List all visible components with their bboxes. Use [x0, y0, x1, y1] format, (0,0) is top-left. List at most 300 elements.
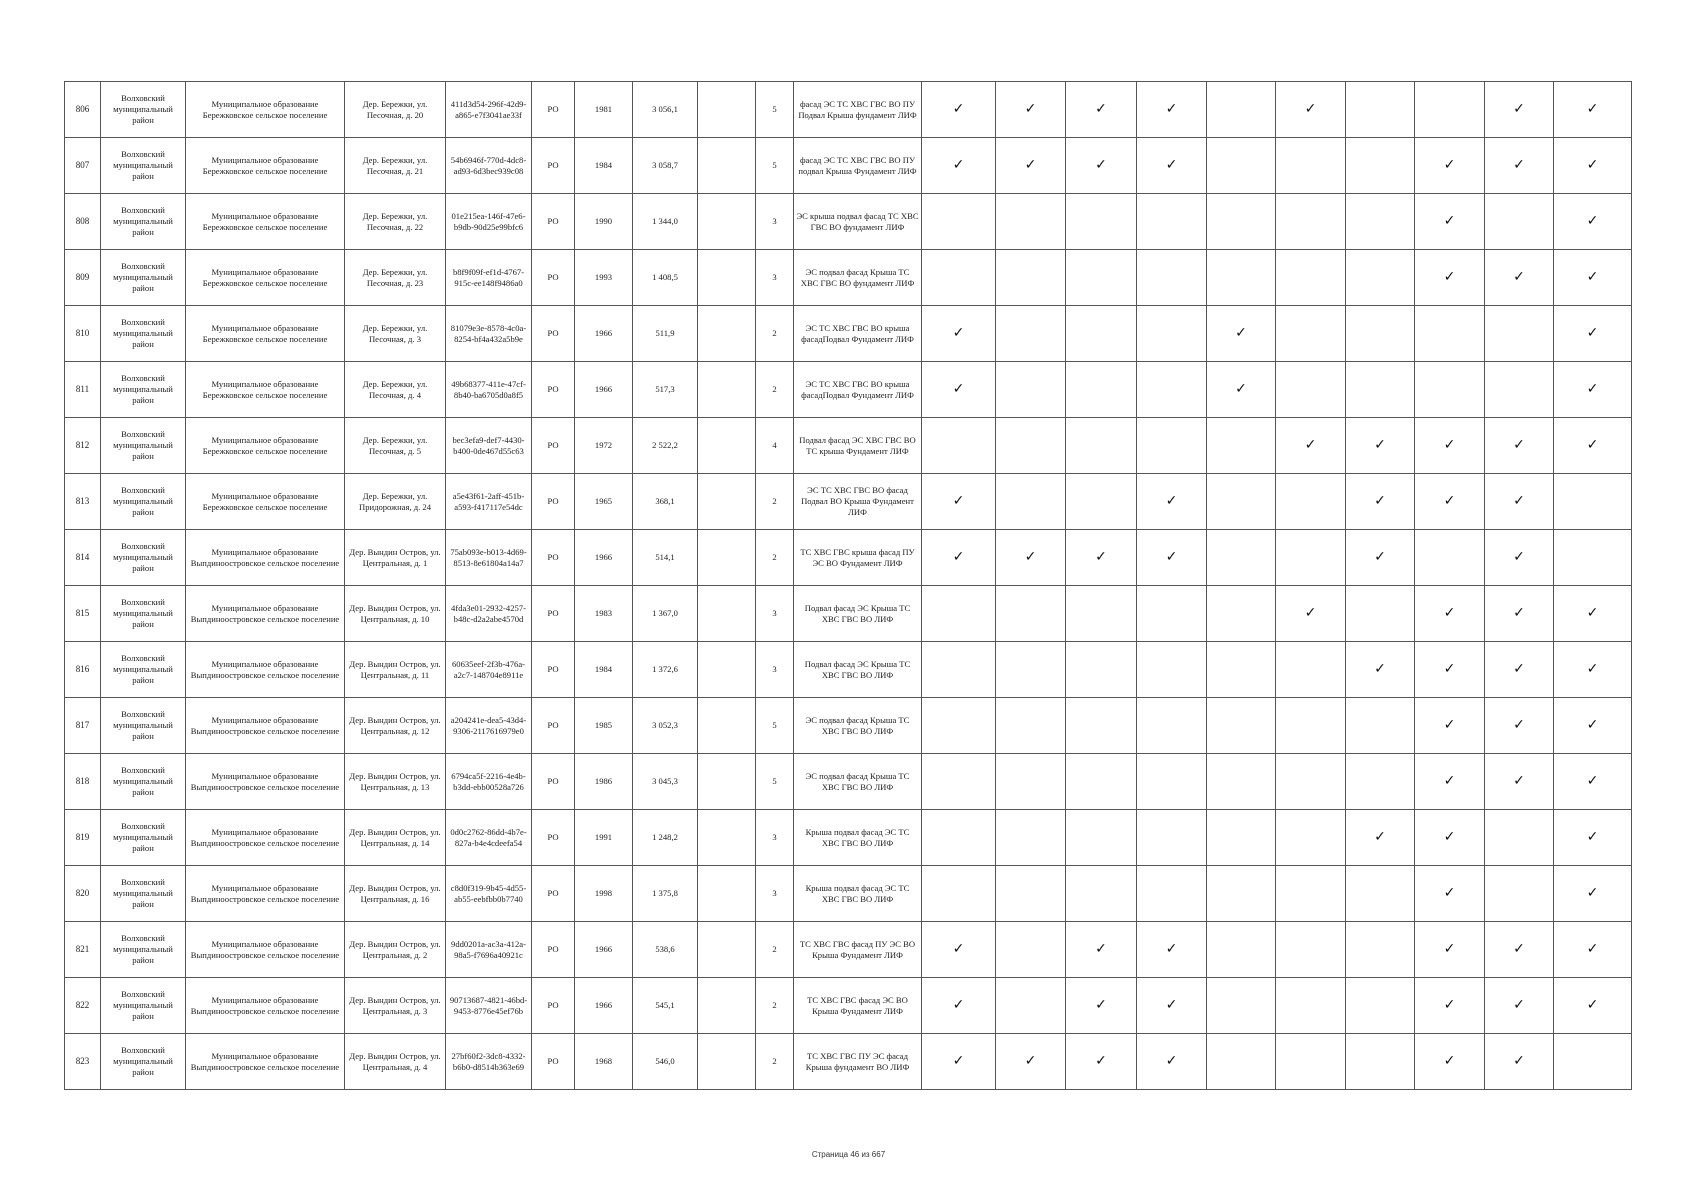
district-cell: Волховский муниципальный район: [101, 754, 186, 810]
check-mark-icon: ✓: [1095, 157, 1107, 173]
district-cell: Волховский муниципальный район: [101, 362, 186, 418]
municipality-cell: Муниципальное образование Бережковское сельское поселение: [186, 306, 345, 362]
building-guid-cell: 4fda3e01-2932-4257-b48c-d2a2abe4570d: [446, 586, 532, 642]
district-cell: Волховский муниципальный район: [101, 418, 186, 474]
work-check-cell-4: [1137, 418, 1207, 474]
work-check-cell-5: [1207, 922, 1276, 978]
address-cell: Дер. Вындин Остров, ул. Центральная, д. 3: [345, 978, 446, 1034]
table-row: [65, 810, 1632, 866]
check-mark-icon: ✓: [1095, 1053, 1107, 1069]
work-check-cell-4: [1137, 138, 1207, 194]
work-check-cell-1: [922, 82, 996, 138]
work-check-cell-9: [1485, 138, 1554, 194]
municipality-cell: Муниципальное образование Бережковское сельское поселение: [186, 418, 345, 474]
empty-cell: [698, 250, 756, 306]
empty-cell: [698, 810, 756, 866]
check-mark-icon: ✓: [1586, 213, 1599, 229]
check-mark-icon: ✓: [1304, 605, 1317, 621]
table-row: [65, 82, 1632, 138]
work-check-cell-8: [1415, 810, 1485, 866]
work-check-cell-3: [1066, 810, 1137, 866]
check-mark-icon: ✓: [1304, 101, 1317, 117]
row-number-cell: 821: [65, 922, 101, 978]
check-mark-icon: ✓: [1513, 1053, 1525, 1069]
work-check-cell-7: [1346, 978, 1415, 1034]
check-mark-icon: ✓: [1586, 381, 1599, 397]
work-check-cell-1: [922, 418, 996, 474]
work-check-cell-1: [922, 1034, 996, 1090]
work-check-cell-9: [1485, 810, 1554, 866]
work-check-cell-4: [1137, 530, 1207, 586]
address-cell: Дер. Бережки, ул. Придорожная, д. 24: [345, 474, 446, 530]
check-mark-icon: ✓: [1443, 157, 1456, 173]
address-cell: Дер. Бережки, ул. Песочная, д. 22: [345, 194, 446, 250]
row-number-cell: 817: [65, 698, 101, 754]
check-mark-icon: ✓: [1095, 997, 1107, 1013]
empty-cell: [698, 418, 756, 474]
work-check-cell-8: [1415, 474, 1485, 530]
total-area-cell: 511,9: [633, 306, 698, 362]
row-number-cell: 811: [65, 362, 101, 418]
empty-cell: [698, 362, 756, 418]
work-check-cell-5: [1207, 978, 1276, 1034]
row-number-cell: 806: [65, 82, 101, 138]
work-check-cell-8: [1415, 586, 1485, 642]
work-check-cell-2: [996, 642, 1066, 698]
fund-form-cell: РО: [532, 82, 575, 138]
table-row: [65, 866, 1632, 922]
work-check-cell-7: [1346, 194, 1415, 250]
build-year-cell: 1965: [575, 474, 633, 530]
empty-cell: [698, 754, 756, 810]
check-mark-icon: ✓: [1165, 941, 1178, 957]
work-check-cell-6: [1276, 978, 1346, 1034]
work-check-cell-6: [1276, 362, 1346, 418]
work-check-cell-9: [1485, 586, 1554, 642]
check-mark-icon: ✓: [1024, 157, 1037, 173]
works-list-cell: Крыша подвал фасад ЭС ТС ХВС ГВС ВО ЛИФ: [794, 866, 922, 922]
works-list-cell: ЭС подвал фасад Крыша ТС ХВС ГВС ВО ЛИФ: [794, 754, 922, 810]
work-check-cell-5: [1207, 362, 1276, 418]
address-cell: Дер. Бережки, ул. Песочная, д. 21: [345, 138, 446, 194]
work-check-cell-10: [1554, 586, 1632, 642]
work-check-cell-6: [1276, 530, 1346, 586]
work-check-cell-8: [1415, 306, 1485, 362]
work-check-cell-5: [1207, 698, 1276, 754]
municipality-cell: Муниципальное образование Выпдиноостровское сельское поселение: [186, 810, 345, 866]
floors-cell: 3: [756, 642, 794, 698]
work-check-cell-8: [1415, 754, 1485, 810]
empty-cell: [698, 922, 756, 978]
build-year-cell: 1972: [575, 418, 633, 474]
work-check-cell-8: [1415, 922, 1485, 978]
district-cell: Волховский муниципальный район: [101, 922, 186, 978]
work-check-cell-1: [922, 810, 996, 866]
build-year-cell: 1968: [575, 1034, 633, 1090]
work-check-cell-4: [1137, 194, 1207, 250]
empty-cell: [698, 138, 756, 194]
work-check-cell-5: [1207, 754, 1276, 810]
build-year-cell: 1984: [575, 138, 633, 194]
table-row: [65, 194, 1632, 250]
total-area-cell: 2 522,2: [633, 418, 698, 474]
check-mark-icon: ✓: [952, 549, 965, 565]
work-check-cell-5: [1207, 82, 1276, 138]
work-check-cell-1: [922, 306, 996, 362]
work-check-cell-4: [1137, 306, 1207, 362]
floors-cell: 3: [756, 250, 794, 306]
check-mark-icon: ✓: [952, 101, 965, 117]
check-mark-icon: ✓: [1513, 941, 1525, 957]
work-check-cell-7: [1346, 642, 1415, 698]
table-row: [65, 922, 1632, 978]
work-check-cell-2: [996, 194, 1066, 250]
work-check-cell-7: [1346, 138, 1415, 194]
work-check-cell-5: [1207, 866, 1276, 922]
municipality-cell: Муниципальное образование Выпдиноостровское сельское поселение: [186, 586, 345, 642]
fund-form-cell: РО: [532, 474, 575, 530]
check-mark-icon: ✓: [1095, 101, 1107, 117]
check-mark-icon: ✓: [1586, 269, 1599, 285]
works-list-cell: Подвал фасад ЭС Крыша ТС ХВС ГВС ВО ЛИФ: [794, 586, 922, 642]
fund-form-cell: РО: [532, 978, 575, 1034]
total-area-cell: 517,3: [633, 362, 698, 418]
work-check-cell-2: [996, 138, 1066, 194]
district-cell: Волховский муниципальный район: [101, 866, 186, 922]
municipality-cell: Муниципальное образование Выпдиноостровское сельское поселение: [186, 642, 345, 698]
work-check-cell-10: [1554, 978, 1632, 1034]
work-check-cell-1: [922, 698, 996, 754]
check-mark-icon: ✓: [1513, 997, 1525, 1013]
building-guid-cell: 9dd0201a-ac3a-412a-98a5-f7696a40921c: [446, 922, 532, 978]
work-check-cell-6: [1276, 810, 1346, 866]
check-mark-icon: ✓: [1513, 437, 1525, 453]
municipality-cell: Муниципальное образование Бережковское сельское поселение: [186, 250, 345, 306]
work-check-cell-4: [1137, 642, 1207, 698]
work-check-cell-1: [922, 754, 996, 810]
work-check-cell-10: [1554, 922, 1632, 978]
table-row: [65, 306, 1632, 362]
work-check-cell-3: [1066, 698, 1137, 754]
works-list-cell: ТС ХВС ГВС фасад ПУ ЭС ВО Крыша Фундамент ЛИФ: [794, 922, 922, 978]
work-check-cell-2: [996, 82, 1066, 138]
district-cell: Волховский муниципальный район: [101, 810, 186, 866]
building-guid-cell: a204241e-dea5-43d4-9306-2117616979e0: [446, 698, 532, 754]
check-mark-icon: ✓: [1443, 661, 1456, 677]
work-check-cell-7: [1346, 810, 1415, 866]
work-check-cell-10: [1554, 698, 1632, 754]
district-cell: Волховский муниципальный район: [101, 194, 186, 250]
work-check-cell-1: [922, 978, 996, 1034]
work-check-cell-10: [1554, 1034, 1632, 1090]
address-cell: Дер. Вындин Остров, ул. Центральная, д. 16: [345, 866, 446, 922]
district-cell: Волховский муниципальный район: [101, 1034, 186, 1090]
work-check-cell-9: [1485, 474, 1554, 530]
work-check-cell-4: [1137, 978, 1207, 1034]
work-check-cell-3: [1066, 530, 1137, 586]
table-row: [65, 586, 1632, 642]
fund-form-cell: РО: [532, 138, 575, 194]
check-mark-icon: ✓: [1586, 101, 1599, 117]
floors-cell: 2: [756, 474, 794, 530]
work-check-cell-7: [1346, 530, 1415, 586]
work-check-cell-5: [1207, 306, 1276, 362]
check-mark-icon: ✓: [1374, 661, 1386, 677]
work-check-cell-4: [1137, 754, 1207, 810]
check-mark-icon: ✓: [1513, 605, 1525, 621]
municipality-cell: Муниципальное образование Выпдиноостровское сельское поселение: [186, 922, 345, 978]
floors-cell: 3: [756, 866, 794, 922]
work-check-cell-7: [1346, 362, 1415, 418]
work-check-cell-9: [1485, 1034, 1554, 1090]
work-check-cell-5: [1207, 138, 1276, 194]
municipality-cell: Муниципальное образование Выпдиноостровское сельское поселение: [186, 978, 345, 1034]
work-check-cell-8: [1415, 138, 1485, 194]
district-cell: Волховский муниципальный район: [101, 586, 186, 642]
work-check-cell-9: [1485, 306, 1554, 362]
page-footer: Страница 46 из 667: [811, 1150, 886, 1159]
check-mark-icon: ✓: [1165, 997, 1178, 1013]
check-mark-icon: ✓: [952, 941, 965, 957]
work-check-cell-8: [1415, 194, 1485, 250]
build-year-cell: 1983: [575, 586, 633, 642]
work-check-cell-8: [1415, 530, 1485, 586]
municipality-cell: Муниципальное образование Бережковское сельское поселение: [186, 362, 345, 418]
work-check-cell-5: [1207, 586, 1276, 642]
row-number-cell: 822: [65, 978, 101, 1034]
address-cell: Дер. Бережки, ул. Песочная, д. 20: [345, 82, 446, 138]
work-check-cell-6: [1276, 586, 1346, 642]
work-check-cell-7: [1346, 474, 1415, 530]
works-list-cell: фасад ЭС ТС ХВС ГВС ВО ПУ Подвал Крыша фундамент ЛИФ: [794, 82, 922, 138]
table-row: [65, 138, 1632, 194]
fund-form-cell: РО: [532, 698, 575, 754]
works-list-cell: ЭС подвал фасад Крыша ТС ХВС ГВС ВО ЛИФ: [794, 698, 922, 754]
works-list-cell: ЭС ТС ХВС ГВС ВО крыша фасадПодвал Фундамент ЛИФ: [794, 306, 922, 362]
fund-form-cell: РО: [532, 1034, 575, 1090]
floors-cell: 2: [756, 1034, 794, 1090]
work-check-cell-9: [1485, 978, 1554, 1034]
check-mark-icon: ✓: [1095, 549, 1107, 565]
municipality-cell: Муниципальное образование Выпдиноостровское сельское поселение: [186, 530, 345, 586]
work-check-cell-3: [1066, 754, 1137, 810]
work-check-cell-7: [1346, 754, 1415, 810]
empty-cell: [698, 530, 756, 586]
check-mark-icon: ✓: [1374, 829, 1386, 845]
build-year-cell: 1991: [575, 810, 633, 866]
row-number-cell: 810: [65, 306, 101, 362]
district-cell: Волховский муниципальный район: [101, 698, 186, 754]
work-check-cell-2: [996, 866, 1066, 922]
municipality-cell: Муниципальное образование Выпдиноостровское сельское поселение: [186, 698, 345, 754]
row-number-cell: 823: [65, 1034, 101, 1090]
work-check-cell-7: [1346, 250, 1415, 306]
floors-cell: 2: [756, 306, 794, 362]
check-mark-icon: ✓: [1165, 157, 1178, 173]
row-number-cell: 816: [65, 642, 101, 698]
floors-cell: 5: [756, 754, 794, 810]
total-area-cell: 3 058,7: [633, 138, 698, 194]
work-check-cell-10: [1554, 474, 1632, 530]
check-mark-icon: ✓: [1586, 717, 1599, 733]
check-mark-icon: ✓: [1586, 605, 1599, 621]
total-area-cell: 368,1: [633, 474, 698, 530]
work-check-cell-6: [1276, 698, 1346, 754]
work-check-cell-1: [922, 474, 996, 530]
housing-register-table: [64, 81, 1632, 1090]
check-mark-icon: ✓: [1443, 437, 1456, 453]
address-cell: Дер. Вындин Остров, ул. Центральная, д. 1: [345, 530, 446, 586]
check-mark-icon: ✓: [952, 493, 965, 509]
floors-cell: 5: [756, 698, 794, 754]
work-check-cell-4: [1137, 250, 1207, 306]
check-mark-icon: ✓: [1443, 773, 1456, 789]
empty-cell: [698, 978, 756, 1034]
work-check-cell-9: [1485, 82, 1554, 138]
check-mark-icon: ✓: [1374, 493, 1386, 509]
empty-cell: [698, 642, 756, 698]
build-year-cell: 1966: [575, 306, 633, 362]
work-check-cell-10: [1554, 306, 1632, 362]
work-check-cell-7: [1346, 922, 1415, 978]
work-check-cell-10: [1554, 362, 1632, 418]
work-check-cell-8: [1415, 82, 1485, 138]
work-check-cell-9: [1485, 250, 1554, 306]
row-number-cell: 820: [65, 866, 101, 922]
check-mark-icon: ✓: [1443, 829, 1456, 845]
work-check-cell-6: [1276, 250, 1346, 306]
work-check-cell-9: [1485, 866, 1554, 922]
work-check-cell-2: [996, 810, 1066, 866]
check-mark-icon: ✓: [1235, 325, 1247, 341]
municipality-cell: Муниципальное образование Бережковское сельское поселение: [186, 194, 345, 250]
work-check-cell-5: [1207, 642, 1276, 698]
building-guid-cell: 81079e3e-8578-4c0a-8254-bf4a432a5b9e: [446, 306, 532, 362]
check-mark-icon: ✓: [1024, 1053, 1037, 1069]
check-mark-icon: ✓: [1513, 269, 1525, 285]
check-mark-icon: ✓: [1513, 549, 1525, 565]
row-number-cell: 812: [65, 418, 101, 474]
address-cell: Дер. Бережки, ул. Песочная, д. 4: [345, 362, 446, 418]
work-check-cell-6: [1276, 1034, 1346, 1090]
check-mark-icon: ✓: [1586, 157, 1599, 173]
work-check-cell-8: [1415, 642, 1485, 698]
check-mark-icon: ✓: [1586, 325, 1599, 341]
check-mark-icon: ✓: [1586, 773, 1599, 789]
work-check-cell-5: [1207, 194, 1276, 250]
check-mark-icon: ✓: [952, 381, 965, 397]
work-check-cell-1: [922, 530, 996, 586]
address-cell: Дер. Вындин Остров, ул. Центральная, д. 13: [345, 754, 446, 810]
fund-form-cell: РО: [532, 362, 575, 418]
work-check-cell-1: [922, 250, 996, 306]
work-check-cell-4: [1137, 698, 1207, 754]
check-mark-icon: ✓: [1024, 101, 1037, 117]
work-check-cell-6: [1276, 922, 1346, 978]
check-mark-icon: ✓: [1235, 381, 1247, 397]
building-guid-cell: 27bf60f2-3dc8-4332-b6b0-d8514b363e69: [446, 1034, 532, 1090]
work-check-cell-5: [1207, 418, 1276, 474]
building-guid-cell: 75ab093e-b013-4d69-8513-8e61804a14a7: [446, 530, 532, 586]
fund-form-cell: РО: [532, 530, 575, 586]
work-check-cell-8: [1415, 1034, 1485, 1090]
work-check-cell-10: [1554, 82, 1632, 138]
work-check-cell-4: [1137, 922, 1207, 978]
row-number-cell: 819: [65, 810, 101, 866]
check-mark-icon: ✓: [1586, 997, 1599, 1013]
check-mark-icon: ✓: [1443, 885, 1456, 901]
work-check-cell-1: [922, 194, 996, 250]
total-area-cell: 546,0: [633, 1034, 698, 1090]
fund-form-cell: РО: [532, 418, 575, 474]
work-check-cell-3: [1066, 362, 1137, 418]
build-year-cell: 1993: [575, 250, 633, 306]
work-check-cell-2: [996, 418, 1066, 474]
check-mark-icon: ✓: [1586, 829, 1599, 845]
work-check-cell-3: [1066, 866, 1137, 922]
work-check-cell-2: [996, 754, 1066, 810]
check-mark-icon: ✓: [1513, 157, 1525, 173]
floors-cell: 3: [756, 810, 794, 866]
address-cell: Дер. Бережки, ул. Песочная, д. 5: [345, 418, 446, 474]
build-year-cell: 1998: [575, 866, 633, 922]
check-mark-icon: ✓: [1513, 661, 1525, 677]
fund-form-cell: РО: [532, 922, 575, 978]
address-cell: Дер. Вындин Остров, ул. Центральная, д. 11: [345, 642, 446, 698]
floors-cell: 5: [756, 82, 794, 138]
building-guid-cell: a5e43f61-2aff-451b-a593-f417117e54dc: [446, 474, 532, 530]
check-mark-icon: ✓: [1165, 493, 1178, 509]
work-check-cell-9: [1485, 698, 1554, 754]
work-check-cell-7: [1346, 306, 1415, 362]
check-mark-icon: ✓: [952, 325, 965, 341]
district-cell: Волховский муниципальный район: [101, 642, 186, 698]
building-guid-cell: b8f9f09f-ef1d-4767-915c-ee148f9486a0: [446, 250, 532, 306]
work-check-cell-10: [1554, 250, 1632, 306]
check-mark-icon: ✓: [1586, 941, 1599, 957]
work-check-cell-6: [1276, 306, 1346, 362]
total-area-cell: 538,6: [633, 922, 698, 978]
table-row: [65, 418, 1632, 474]
works-list-cell: ТС ХВС ГВС крыша фасад ПУ ЭС ВО Фундамент ЛИФ: [794, 530, 922, 586]
work-check-cell-3: [1066, 1034, 1137, 1090]
work-check-cell-7: [1346, 586, 1415, 642]
work-check-cell-6: [1276, 138, 1346, 194]
work-check-cell-7: [1346, 418, 1415, 474]
work-check-cell-2: [996, 250, 1066, 306]
check-mark-icon: ✓: [1586, 661, 1599, 677]
fund-form-cell: РО: [532, 642, 575, 698]
work-check-cell-10: [1554, 642, 1632, 698]
work-check-cell-2: [996, 530, 1066, 586]
building-guid-cell: 49b68377-411e-47cf-8b40-ba6705d0a8f5: [446, 362, 532, 418]
municipality-cell: Муниципальное образование Бережковское сельское поселение: [186, 82, 345, 138]
table-row: [65, 530, 1632, 586]
work-check-cell-2: [996, 586, 1066, 642]
work-check-cell-7: [1346, 82, 1415, 138]
total-area-cell: 545,1: [633, 978, 698, 1034]
works-list-cell: Подвал фасад ЭС ХВС ГВС ВО ТС крыша Фундамент ЛИФ: [794, 418, 922, 474]
work-check-cell-4: [1137, 586, 1207, 642]
build-year-cell: 1966: [575, 362, 633, 418]
work-check-cell-9: [1485, 418, 1554, 474]
row-number-cell: 815: [65, 586, 101, 642]
fund-form-cell: РО: [532, 866, 575, 922]
build-year-cell: 1966: [575, 530, 633, 586]
work-check-cell-2: [996, 1034, 1066, 1090]
work-check-cell-10: [1554, 418, 1632, 474]
work-check-cell-9: [1485, 362, 1554, 418]
